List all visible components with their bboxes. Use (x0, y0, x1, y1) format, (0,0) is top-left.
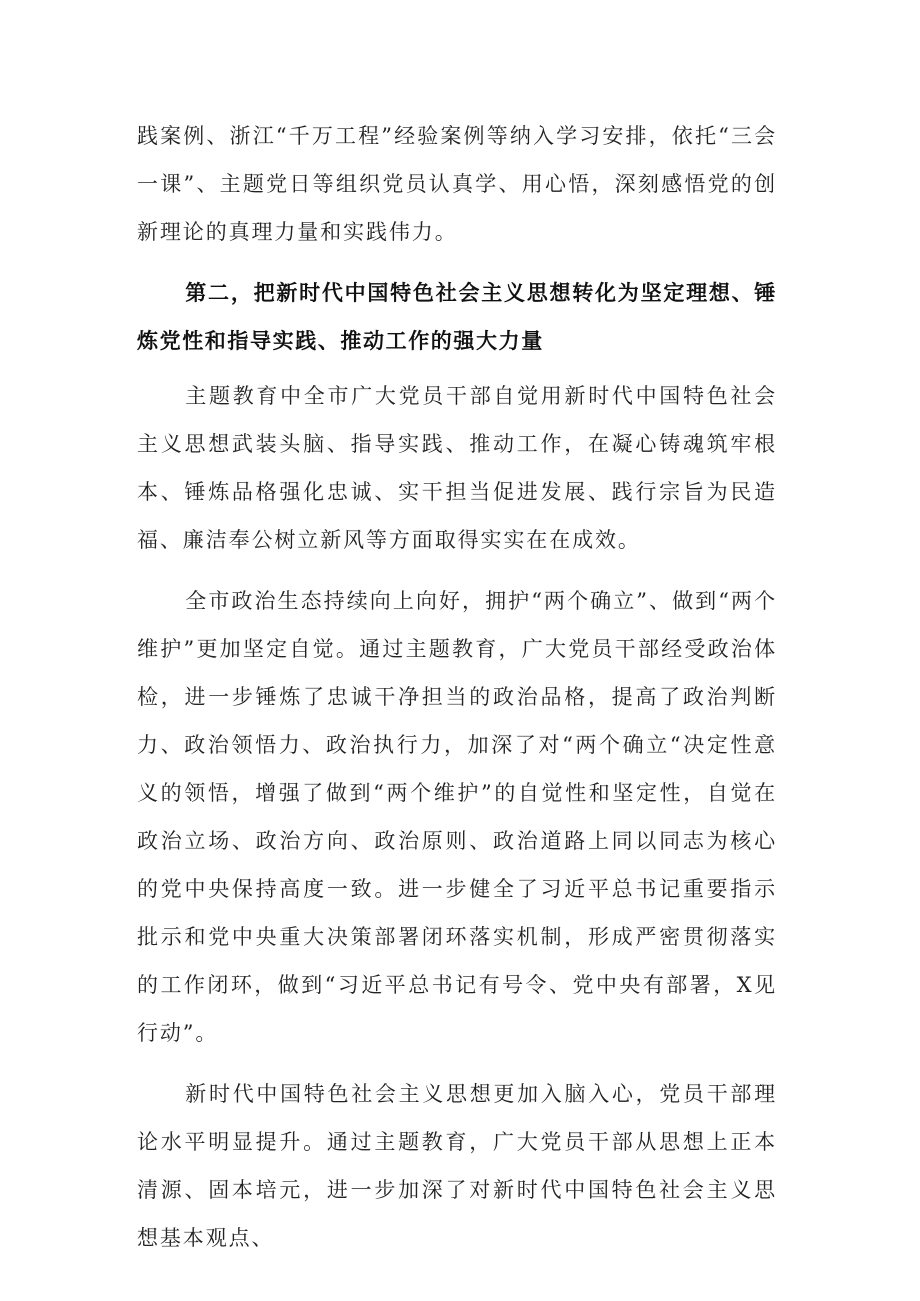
section-heading: 第二，把新时代中国特色社会主义思想转化为坚定理想、锤炼党性和指导实践、推动工作的强大力量 (137, 281, 777, 353)
paragraph-continuation: 践案例、浙江“千万工程”经验案例等纳入学习安排，依托“三会一课”、主题党日等组织党员认真学、用心悟，深刻感悟党的创新理论的真理力量和实践伟力。 (137, 124, 777, 244)
paragraph-political-ecology: 全市政治生态持续向上向好，拥护“两个确立”、做到“两个维护”更加坚定自觉。通过主题教育，广大党员干部经受政治体检，进一步锤炼了忠诚干净担当的政治品格，提高了政治判断力、政治领悟力、政治执行力，加深了对“两个确立“决定性意义的领悟，增强了做到“两个维护”的自觉性和坚定性，自觉在政治立场、政治方向、政治原则、政治道路上同以同志为核心的党中央保持高度一致。进一步健全了习近平总书记重要指示批示和党中央重大决策部署闭环落实机制，形成严密贯彻落实的工作闭环，做到“习近平总书记有号令、党中央有部署，X见行动”。 (137, 589, 777, 1045)
paragraph-gap (137, 1057, 777, 1070)
paragraph-gap (137, 256, 777, 269)
paragraph-overview: 主题教育中全市广大党员干部自觉用新时代中国特色社会主义思想武装头脑、指导实践、推动工作，在凝心铸魂筑牢根本、锤炼品格强化忠诚、实干担当促进发展、践行宗旨为民造福、廉洁奉公树立新风等方面取得实实在在成效。 (137, 384, 777, 552)
paragraph-gap (137, 365, 777, 372)
document-body (137, 112, 777, 1262)
paragraph-gap (137, 564, 777, 577)
paragraph-theory-level: 新时代中国特色社会主义思想更加入脑入心，党员干部理论水平明显提升。通过主题教育，广大党员干部从思想上正本清源、固本培元，进一步加深了对新时代中国特色社会主义思想基本观点、 (137, 1082, 777, 1250)
